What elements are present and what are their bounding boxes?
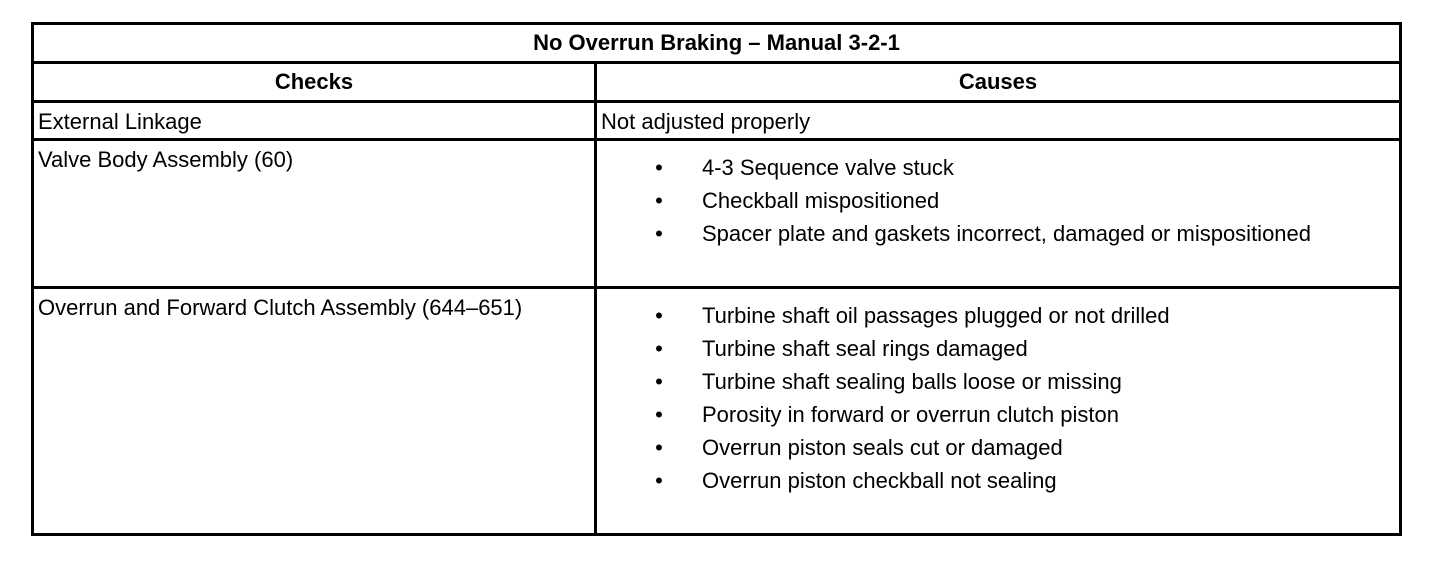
- check-cell: [33, 288, 596, 535]
- list-item: [597, 365, 1399, 398]
- cause-cell: [596, 140, 1401, 288]
- list-item: [597, 332, 1399, 365]
- cause-list: [597, 289, 1399, 497]
- check-label: External Linkage: [38, 109, 202, 134]
- list-item: [597, 464, 1399, 497]
- checks-header: Checks: [33, 63, 596, 102]
- cause-item-text: Overrun piston checkball not sealing: [702, 468, 1057, 493]
- cause-list: [597, 141, 1399, 250]
- bullet-icon: •: [655, 468, 663, 493]
- table-row: [33, 102, 1401, 140]
- bullet-icon: •: [655, 336, 663, 361]
- list-item: [597, 398, 1399, 431]
- cause-cell: [596, 102, 1401, 140]
- check-label: Valve Body Assembly (60): [38, 147, 294, 172]
- cause-item-text: Overrun piston seals cut or damaged: [702, 435, 1063, 460]
- cause-item-text: Porosity in forward or overrun clutch piston: [702, 402, 1119, 427]
- list-item: [597, 217, 1399, 250]
- header-row: [33, 63, 1401, 102]
- causes-header: Causes: [596, 63, 1401, 102]
- bullet-icon: •: [655, 155, 663, 180]
- cause-item-text: 4-3 Sequence valve stuck: [702, 155, 954, 180]
- bullet-icon: •: [655, 303, 663, 328]
- cause-item-text: Turbine shaft oil passages plugged or not drilled: [702, 303, 1170, 328]
- bullet-icon: •: [655, 369, 663, 394]
- cause-item-text: Checkball mispositioned: [702, 188, 940, 213]
- cause-text: Not adjusted properly: [601, 109, 811, 134]
- cause-cell: [596, 288, 1401, 535]
- bullet-icon: •: [655, 188, 663, 213]
- cause-item-text: Spacer plate and gaskets incorrect, damaged or mispositioned: [702, 221, 1312, 246]
- table-row: [33, 140, 1401, 288]
- table-title: No Overrun Braking – Manual 3-2-1: [33, 24, 1401, 63]
- list-item: [597, 431, 1399, 464]
- cause-item-text: Turbine shaft sealing balls loose or missing: [702, 369, 1122, 394]
- check-cell: [33, 102, 596, 140]
- list-item: [597, 184, 1399, 217]
- cause-item-text: Turbine shaft seal rings damaged: [702, 336, 1028, 361]
- check-label: Overrun and Forward Clutch Assembly (644–651): [38, 295, 523, 320]
- bullet-icon: •: [655, 435, 663, 460]
- list-item: [597, 151, 1399, 184]
- list-item: [597, 299, 1399, 332]
- title-row: [33, 24, 1401, 63]
- check-cell: [33, 140, 596, 288]
- diagnosis-table: [31, 22, 1402, 536]
- bullet-icon: •: [655, 402, 663, 427]
- table-row: [33, 288, 1401, 535]
- bullet-icon: •: [655, 221, 663, 246]
